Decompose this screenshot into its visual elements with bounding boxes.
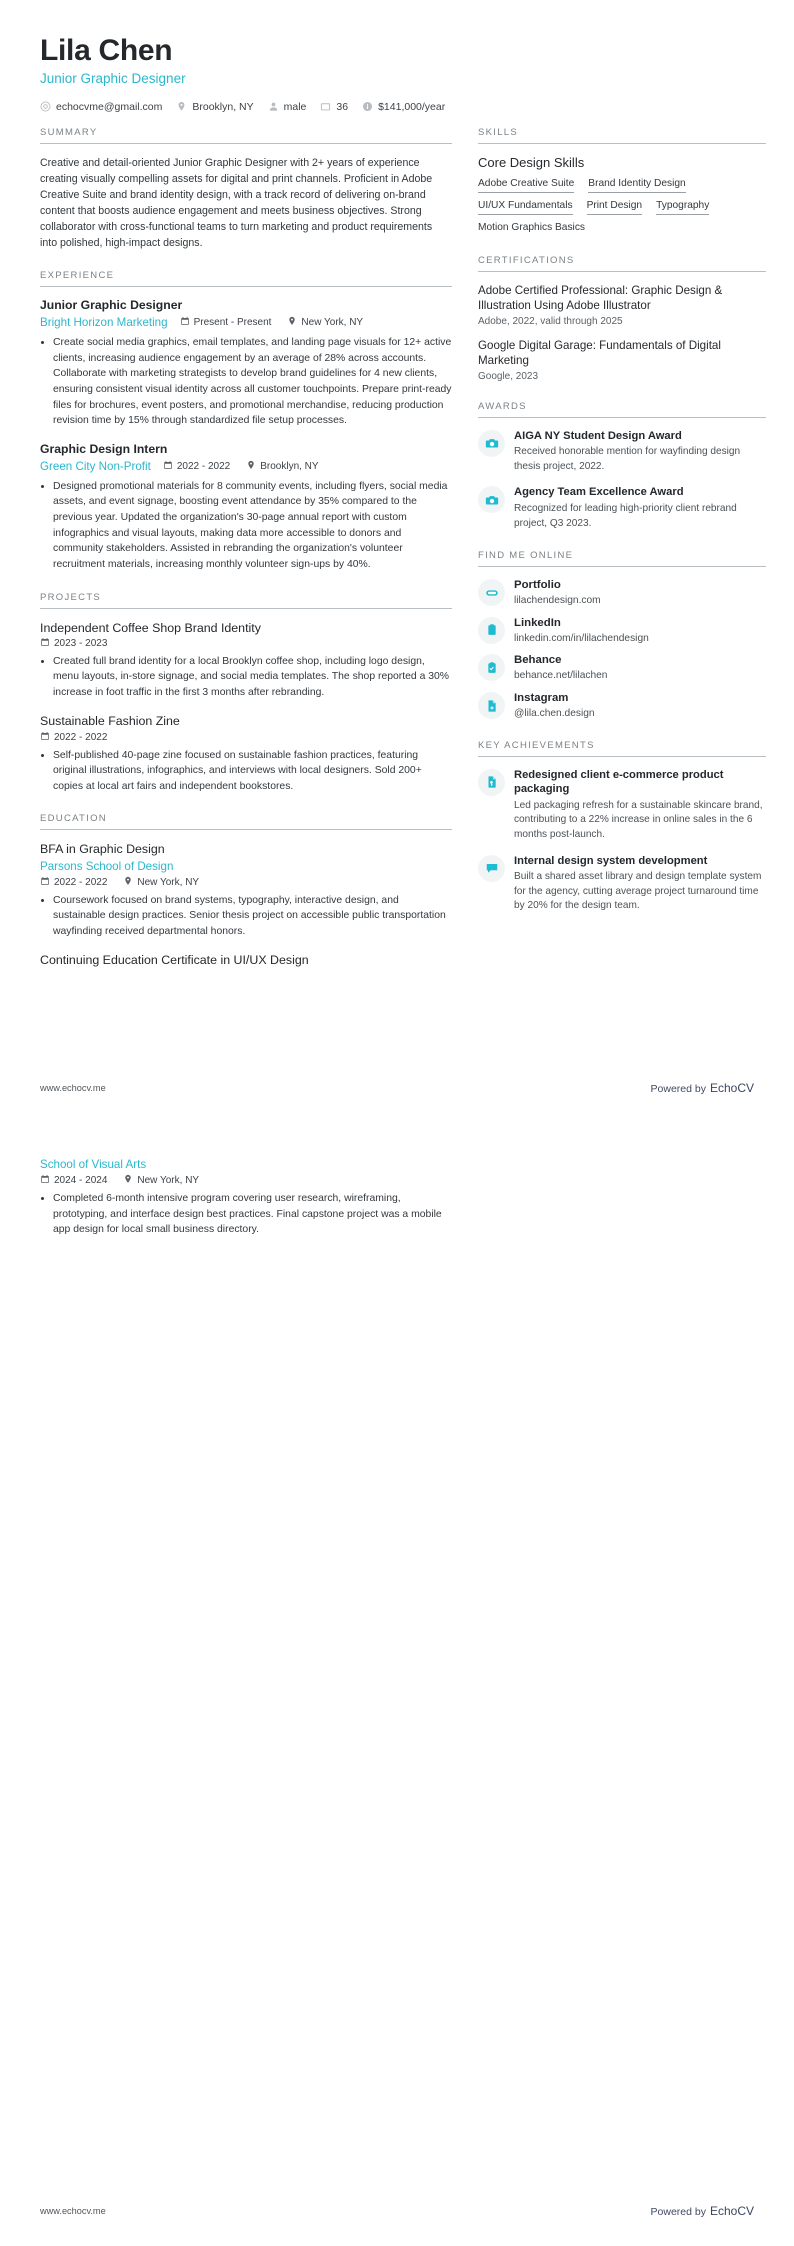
location-icon bbox=[287, 316, 297, 329]
experience-location bbox=[246, 460, 318, 473]
achievement-desc: Built a shared asset library and design template system for the agency, cutting average project turnaround time by 20% for the design team. bbox=[514, 871, 762, 912]
achievement-item bbox=[478, 854, 766, 914]
location-icon bbox=[123, 1174, 133, 1187]
experience-location-text: Brooklyn, NY bbox=[260, 460, 319, 472]
footer-site: www.echocv.me bbox=[40, 1083, 106, 1093]
certification-item bbox=[478, 338, 766, 382]
award-body bbox=[514, 429, 766, 475]
experience-meta bbox=[180, 316, 364, 329]
online-link-url: linkedin.com/in/lilachendesign bbox=[514, 632, 649, 644]
section-title-key-achievements: KEY ACHIEVEMENTS bbox=[478, 740, 766, 757]
section-title-certifications: CERTIFICATIONS bbox=[478, 255, 766, 272]
file-key-icon bbox=[478, 769, 505, 796]
skill-chip: Print Design bbox=[587, 200, 643, 215]
online-link-url: @lila.chen.design bbox=[514, 707, 595, 719]
contact-age-text: 36 bbox=[336, 100, 349, 113]
headline: Junior Graphic Designer bbox=[40, 70, 186, 86]
online-link-url: behance.net/lilachen bbox=[514, 670, 608, 682]
online-link-portfolio[interactable] bbox=[478, 578, 766, 608]
bullet: • Created full brand identity for a local Brooklyn coffee shop, including logo design, menu layouts, in-store signage, and social media templates. The shop reported a 30% increase in foot traffic in the first 3 months after rebranding. bbox=[53, 654, 452, 701]
section-summary bbox=[40, 127, 452, 252]
project-bullets bbox=[40, 748, 452, 795]
project-item bbox=[40, 713, 452, 794]
project-name: Sustainable Fashion Zine bbox=[40, 714, 180, 729]
education-bullets bbox=[40, 1191, 452, 1238]
bullet: • Designed promotional materials for 8 community events, including flyers, social media assets, and event signage, boosting event attendance by 35% compared to the previous year. Updated the organization's 30-page annual report with custom infographics and visual layouts, making data more accessible to donors and community stakeholders. Assisted in rebranding the organization's volunteer recruitment materials, increasing monthly volunteer sign-ups by 40%. bbox=[53, 479, 452, 573]
contact-email-text: echocvme@gmail.com bbox=[56, 100, 163, 113]
section-title-summary: SUMMARY bbox=[40, 127, 452, 144]
skill-group-name: Core Design Skills bbox=[478, 154, 585, 170]
skill-chip: Typography bbox=[656, 200, 709, 215]
file-plus-icon bbox=[478, 692, 505, 719]
footer-powered-by: Powered by bbox=[650, 2206, 706, 2218]
award-desc: Recognized for leading high-priority client rebrand project, Q3 2023. bbox=[514, 503, 737, 529]
section-find-me-online bbox=[478, 550, 766, 720]
section-title-education: EDUCATION bbox=[40, 813, 452, 830]
calendar-icon bbox=[40, 637, 50, 650]
project-bullets bbox=[40, 654, 452, 701]
footer-brand-name: EchoCV bbox=[709, 1081, 754, 1095]
skill-row bbox=[478, 200, 766, 215]
bullet: • Coursework focused on brand systems, typography, interactive design, and sustainable design practices. Senior thesis project on accessible public transportation wayfinding received departmental honors. bbox=[53, 893, 452, 940]
location-icon bbox=[123, 876, 133, 889]
award-body bbox=[514, 485, 766, 531]
online-link-body bbox=[514, 578, 766, 608]
experience-location bbox=[287, 316, 363, 329]
education-dates bbox=[40, 1174, 107, 1187]
award-item bbox=[478, 485, 766, 531]
section-experience bbox=[40, 270, 452, 572]
footer-powered-by: Powered by bbox=[650, 1083, 706, 1095]
award-item bbox=[478, 429, 766, 475]
resume-page-2 bbox=[0, 1123, 794, 2246]
education-meta bbox=[40, 1174, 452, 1187]
skill-chip: Adobe Creative Suite bbox=[478, 178, 574, 193]
achievement-item bbox=[478, 768, 766, 843]
education-location bbox=[123, 876, 199, 889]
bullet: • Completed 6-month intensive program covering user research, wireframing, prototyping, and interface design best practices. Final capstone project was a mobile app design for local small business directory. bbox=[53, 1191, 452, 1238]
experience-dates bbox=[163, 460, 230, 473]
experience-subline bbox=[40, 459, 452, 476]
education-dates-text: 2022 - 2022 bbox=[54, 876, 108, 888]
calendar-icon bbox=[180, 316, 190, 329]
location-icon bbox=[176, 101, 187, 112]
project-meta bbox=[40, 731, 452, 744]
experience-dates bbox=[180, 316, 272, 329]
experience-bullets bbox=[40, 335, 452, 429]
certification-meta: Google, 2023 bbox=[478, 370, 539, 382]
online-link-label: Instagram bbox=[514, 692, 569, 705]
contact-email bbox=[40, 101, 162, 113]
email-icon bbox=[40, 101, 51, 112]
clipboard-icon bbox=[478, 617, 505, 644]
online-link-label: Portfolio bbox=[514, 579, 561, 592]
education-dates-text: 2024 - 2024 bbox=[54, 1175, 108, 1187]
page-title: Lila Chen bbox=[40, 34, 173, 67]
left-column bbox=[40, 127, 452, 988]
achievement-body bbox=[514, 768, 766, 843]
education-school: Parsons School of Design bbox=[40, 859, 174, 873]
person-icon bbox=[268, 101, 279, 112]
award-name: AIGA NY Student Design Award bbox=[514, 429, 682, 442]
contact-gender bbox=[268, 101, 307, 113]
footer-brand bbox=[651, 2204, 754, 2218]
experience-dates-text: 2022 - 2022 bbox=[176, 460, 231, 472]
online-link-label: Behance bbox=[514, 654, 562, 667]
experience-location-text: New York, NY bbox=[301, 317, 364, 329]
section-key-achievements bbox=[478, 740, 766, 914]
calendar-icon bbox=[40, 876, 50, 889]
award-desc: Received honorable mention for wayfinding design thesis project, 2022. bbox=[514, 446, 741, 472]
page-footer bbox=[40, 1081, 754, 1095]
clipboard-check-icon bbox=[478, 654, 505, 681]
calendar-icon bbox=[163, 460, 173, 473]
contact-location bbox=[176, 101, 253, 113]
education-location-text: New York, NY bbox=[137, 1175, 200, 1187]
education-degree: Continuing Education Certificate in UI/UX Design bbox=[40, 953, 309, 968]
right-column bbox=[478, 127, 766, 933]
experience-item bbox=[40, 442, 452, 573]
education-meta bbox=[40, 876, 452, 889]
skill-row bbox=[478, 178, 766, 193]
body-columns-page2 bbox=[40, 1157, 754, 1241]
skill-chip: UI/UX Fundamentals bbox=[478, 200, 573, 215]
contact-gender-text: male bbox=[283, 100, 307, 113]
section-education bbox=[40, 813, 452, 968]
contact-salary-text: $141,000/year bbox=[378, 100, 446, 113]
footer-brand bbox=[651, 1081, 754, 1095]
online-link-body bbox=[514, 653, 766, 683]
project-dates bbox=[40, 731, 107, 744]
certification-name: Google Digital Garage: Fundamentals of Digital Marketing bbox=[478, 338, 721, 368]
section-title-experience: EXPERIENCE bbox=[40, 270, 452, 287]
education-item bbox=[40, 841, 452, 939]
online-link-url: lilachendesign.com bbox=[514, 595, 601, 607]
project-dates bbox=[40, 637, 107, 650]
section-projects bbox=[40, 592, 452, 795]
chat-icon bbox=[478, 855, 505, 882]
education-item-partial bbox=[40, 952, 452, 968]
footer-brand-name: EchoCV bbox=[709, 2204, 754, 2218]
contact-location-text: Brooklyn, NY bbox=[192, 100, 254, 113]
experience-company: Bright Horizon Marketing bbox=[40, 316, 168, 330]
certification-name: Adobe Certified Professional: Graphic Design & Illustration Using Adobe Illustrator bbox=[478, 284, 723, 313]
education-bullets bbox=[40, 893, 452, 940]
skill-chip: Brand Identity Design bbox=[588, 178, 685, 193]
achievement-desc: Led packaging refresh for a sustainable skincare brand, contributing to a 22% increase in online sales in the 6 months post-launch. bbox=[514, 799, 763, 841]
online-link-linkedin[interactable] bbox=[478, 616, 766, 646]
contact-row bbox=[40, 101, 754, 113]
experience-role: Junior Graphic Designer bbox=[40, 298, 183, 313]
education-item-continued bbox=[40, 1157, 452, 1238]
online-link-body bbox=[514, 691, 766, 721]
left-column-page2 bbox=[40, 1157, 452, 1241]
calendar-icon bbox=[40, 731, 50, 744]
online-link-behance[interactable] bbox=[478, 653, 766, 683]
info-icon bbox=[362, 101, 373, 112]
section-certifications bbox=[478, 255, 766, 382]
bullet: • Create social media graphics, email templates, and landing page visuals for 12+ active clients, increasing audience engagement by an average of 28% across accounts. Collaborate with marketing strategists to develop brand guidelines for 4 new clients, ensuring consistent visual identity across all customer touchpoints. Prepare print-ready files for brochures, event posters, and promotional merchandise, reducing production revision time by 15% through standardized file setup processes. bbox=[53, 335, 452, 429]
project-meta bbox=[40, 637, 452, 650]
project-name: Independent Coffee Shop Brand Identity bbox=[40, 620, 261, 635]
footer-site: www.echocv.me bbox=[40, 2206, 106, 2216]
camera-icon bbox=[478, 486, 505, 513]
skill-row bbox=[478, 222, 766, 236]
online-link-instagram[interactable] bbox=[478, 691, 766, 721]
summary-text: Creative and detail-oriented Junior Graphic Designer with 2+ years of experience creating visually compelling assets for digital and print channels. Proficient in Adobe Creative Suite and brand identity design, with a track record of delivering on-brand content that boosts audience engagement and meets business objectives. Strong collaborator with cross-functional teams to turn marketing and product requirements into polished, high-impact designs. bbox=[40, 156, 433, 250]
browser-icon bbox=[478, 579, 505, 606]
calendar-icon bbox=[40, 1174, 50, 1187]
award-name: Agency Team Excellence Award bbox=[514, 486, 684, 499]
online-link-label: LinkedIn bbox=[514, 616, 561, 629]
section-title-awards: AWARDS bbox=[478, 401, 766, 418]
online-link-body bbox=[514, 616, 766, 646]
certification-item bbox=[478, 283, 766, 327]
achievement-name: Internal design system development bbox=[514, 854, 708, 867]
project-dates-text: 2023 - 2023 bbox=[54, 637, 108, 649]
experience-role: Graphic Design Intern bbox=[40, 441, 168, 456]
education-degree: BFA in Graphic Design bbox=[40, 842, 165, 857]
skill-chip: Motion Graphics Basics bbox=[478, 222, 586, 234]
section-title-skills: SKILLS bbox=[478, 127, 766, 144]
contact-salary bbox=[362, 101, 445, 113]
education-location bbox=[123, 1174, 199, 1187]
contact-age bbox=[320, 101, 348, 113]
card-icon bbox=[320, 101, 331, 112]
body-columns bbox=[40, 126, 763, 988]
page-footer bbox=[40, 2204, 754, 2218]
achievement-body bbox=[514, 854, 766, 914]
section-awards bbox=[478, 401, 766, 532]
experience-bullets bbox=[40, 479, 452, 573]
camera-icon bbox=[478, 430, 505, 457]
experience-company: Green City Non-Profit bbox=[40, 459, 151, 473]
location-icon bbox=[246, 460, 256, 473]
experience-dates-text: Present - Present bbox=[193, 317, 272, 329]
certification-meta: Adobe, 2022, valid through 2025 bbox=[478, 315, 623, 327]
education-location-text: New York, NY bbox=[137, 876, 200, 888]
experience-subline bbox=[40, 315, 452, 332]
project-item bbox=[40, 620, 452, 701]
achievement-name: Redesigned client e-commerce product packaging bbox=[514, 768, 724, 796]
experience-meta bbox=[163, 460, 319, 473]
project-dates-text: 2022 - 2022 bbox=[54, 731, 108, 743]
education-school: School of Visual Arts bbox=[40, 1158, 147, 1171]
section-title-projects: PROJECTS bbox=[40, 592, 452, 609]
section-skills bbox=[478, 127, 766, 236]
experience-item bbox=[40, 298, 452, 429]
education-dates bbox=[40, 876, 107, 889]
section-title-find-me-online: FIND ME ONLINE bbox=[478, 550, 766, 567]
bullet: • Self-published 40-page zine focused on sustainable fashion practices, featuring original illustrations, infographics, and interviews with local designers. Sold 200+ copies at local art fairs and independent bookstores. bbox=[53, 748, 452, 795]
